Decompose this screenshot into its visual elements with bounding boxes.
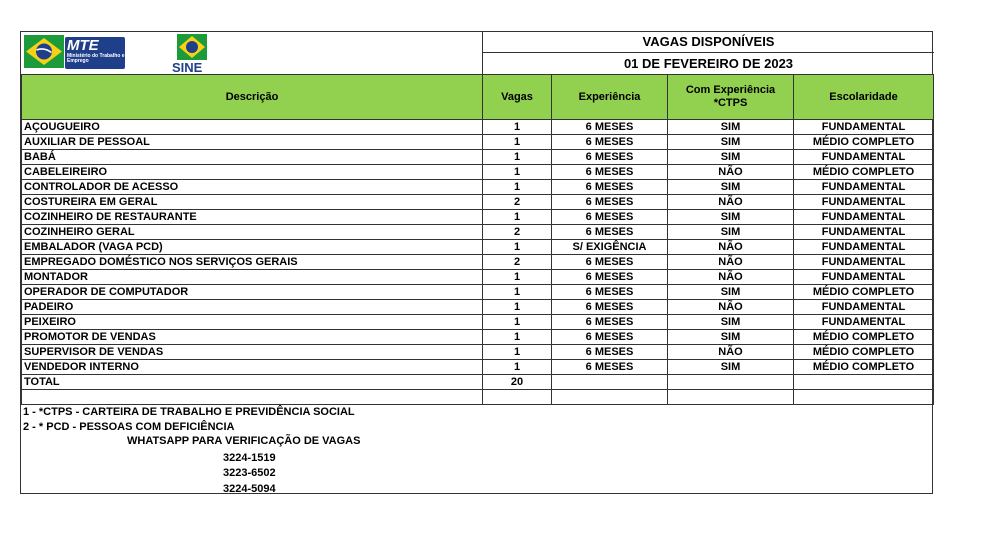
cell-description: SUPERVISOR DE VENDAS [22,345,483,360]
cell-ctps: SIM [668,120,794,135]
cell-education: FUNDAMENTAL [794,315,934,330]
vacancies-table [21,74,934,405]
table-row [22,165,934,180]
cell-education: FUNDAMENTAL [794,195,934,210]
cell-ctps: SIM [668,330,794,345]
mte-logo [23,34,126,69]
cell-ctps: NÃO [668,195,794,210]
table-row [22,330,934,345]
cell-experience: 6 MESES [552,180,668,195]
cell-education: MÉDIO COMPLETO [794,285,934,300]
column-header-education: Escolaridade [794,75,934,120]
page-title: VAGAS DISPONÍVEIS [483,32,934,53]
cell-vacancies: 1 [483,135,552,150]
cell-education: FUNDAMENTAL [794,210,934,225]
note-ctps: 1 - *CTPS - CARTEIRA DE TRABALHO E PREVIDÊNCIA SOCIAL [23,406,355,418]
cell-ctps: NÃO [668,345,794,360]
cell-vacancies: 1 [483,165,552,180]
cell-description: OPERADOR DE COMPUTADOR [22,285,483,300]
table-row [22,150,934,165]
table-row [22,180,934,195]
page-date: 01 DE FEVEREIRO DE 2023 [623,56,794,71]
cell-description: EMPREGADO DOMÉSTICO NOS SERVIÇOS GERAIS [22,255,483,270]
cell-description: COZINHEIRO DE RESTAURANTE [22,210,483,225]
cell-description: AÇOUGUEIRO [22,120,483,135]
sine-logo-text: SINE [172,60,203,75]
cell-vacancies: 1 [483,240,552,255]
cell-description: AUXILIAR DE PESSOAL [22,135,483,150]
cell-experience: 6 MESES [552,150,668,165]
cell-education: FUNDAMENTAL [794,120,934,135]
column-header-vacancies: Vagas [483,75,552,120]
cell-ctps: SIM [668,285,794,300]
cell-vacancies: 1 [483,210,552,225]
notes-section [21,403,933,495]
total-label: TOTAL [22,375,483,390]
table-row [22,255,934,270]
cell-vacancies: 1 [483,345,552,360]
table-row [22,315,934,330]
table-row [22,345,934,360]
cell-vacancies: 1 [483,270,552,285]
cell-education: FUNDAMENTAL [794,150,934,165]
cell-experience: 6 MESES [552,225,668,240]
cell-education: MÉDIO COMPLETO [794,135,934,150]
cell-description: CONTROLADOR DE ACESSO [22,180,483,195]
cell-vacancies: 1 [483,180,552,195]
cell-vacancies: 1 [483,330,552,345]
cell-experience: 6 MESES [552,285,668,300]
cell-education: FUNDAMENTAL [794,255,934,270]
cell-description: PROMOTOR DE VENDAS [22,330,483,345]
table-row [22,210,934,225]
cell-description: PEIXEIRO [22,315,483,330]
cell-experience: 6 MESES [552,195,668,210]
cell-vacancies: 1 [483,120,552,135]
cell-description: CABELEIREIRO [22,165,483,180]
cell-education: FUNDAMENTAL [794,240,934,255]
mte-logo-subtitle: Ministério do Trabalho e Emprego [67,53,125,64]
cell-description: MONTADOR [22,270,483,285]
whatsapp-heading: WHATSAPP PARA VERIFICAÇÃO DE VAGAS [127,435,361,447]
cell-education: FUNDAMENTAL [794,180,934,195]
cell-ctps: NÃO [668,165,794,180]
cell-description: PADEIRO [22,300,483,315]
table-row [22,360,934,375]
cell-ctps: SIM [668,180,794,195]
cell-education: MÉDIO COMPLETO [794,165,934,180]
cell-experience: 6 MESES [552,120,668,135]
cell-experience: 6 MESES [552,360,668,375]
cell-description: VENDEDOR INTERNO [22,360,483,375]
cell-ctps: SIM [668,210,794,225]
cell-ctps: NÃO [668,240,794,255]
cell-experience: 6 MESES [552,345,668,360]
cell-experience: 6 MESES [552,270,668,285]
table-row [22,300,934,315]
cell-vacancies: 1 [483,285,552,300]
mte-logo-text: MTE [67,37,99,54]
cell-vacancies: 2 [483,195,552,210]
cell-description: COSTUREIRA EM GERAL [22,195,483,210]
cell-vacancies: 1 [483,315,552,330]
brazil-flag-icon [23,34,65,69]
total-row [22,375,934,390]
phone-number: 3224-1519 [223,452,276,464]
cell-ctps: NÃO [668,255,794,270]
cell-experience: 6 MESES [552,315,668,330]
cell-description: EMBALADOR (VAGA PCD) [22,240,483,255]
cell-ctps: NÃO [668,270,794,285]
cell-education: FUNDAMENTAL [794,270,934,285]
cell-experience: 6 MESES [552,255,668,270]
cell-education: MÉDIO COMPLETO [794,360,934,375]
cell-vacancies: 1 [483,150,552,165]
cell-experience: S/ EXIGÊNCIA [552,240,668,255]
table-row [22,270,934,285]
table-row [22,285,934,300]
table-row [22,135,934,150]
sine-flag-icon [177,34,207,60]
cell-experience: 6 MESES [552,210,668,225]
column-header-description: Descrição [22,75,483,120]
cell-ctps: SIM [668,360,794,375]
column-header-ctps: Com Experiência *CTPS [668,75,794,120]
cell-education: FUNDAMENTAL [794,225,934,240]
cell-description: COZINHEIRO GERAL [22,225,483,240]
cell-education: FUNDAMENTAL [794,300,934,315]
cell-ctps: SIM [668,315,794,330]
title-box [482,32,934,74]
phone-number: 3224-5094 [223,483,276,495]
total-value: 20 [483,375,552,390]
cell-experience: 6 MESES [552,135,668,150]
table-row [22,120,934,135]
cell-ctps: SIM [668,150,794,165]
cell-vacancies: 2 [483,255,552,270]
cell-education: MÉDIO COMPLETO [794,330,934,345]
table-row [22,225,934,240]
cell-description: BABÁ [22,150,483,165]
cell-vacancies: 1 [483,300,552,315]
cell-experience: 6 MESES [552,330,668,345]
job-vacancies-sheet [20,31,933,494]
cell-experience: 6 MESES [552,300,668,315]
note-pcd: 2 - * PCD - PESSOAS COM DEFICIÊNCIA [23,421,235,433]
cell-ctps: SIM [668,225,794,240]
table-header-row [22,75,934,120]
phone-number: 3223-6502 [223,467,276,479]
cell-vacancies: 2 [483,225,552,240]
cell-ctps: SIM [668,135,794,150]
column-header-experience: Experiência [552,75,668,120]
logo-area [21,32,482,74]
table-row [22,195,934,210]
cell-education: MÉDIO COMPLETO [794,345,934,360]
cell-experience: 6 MESES [552,165,668,180]
cell-vacancies: 1 [483,360,552,375]
cell-ctps: NÃO [668,300,794,315]
table-row [22,240,934,255]
